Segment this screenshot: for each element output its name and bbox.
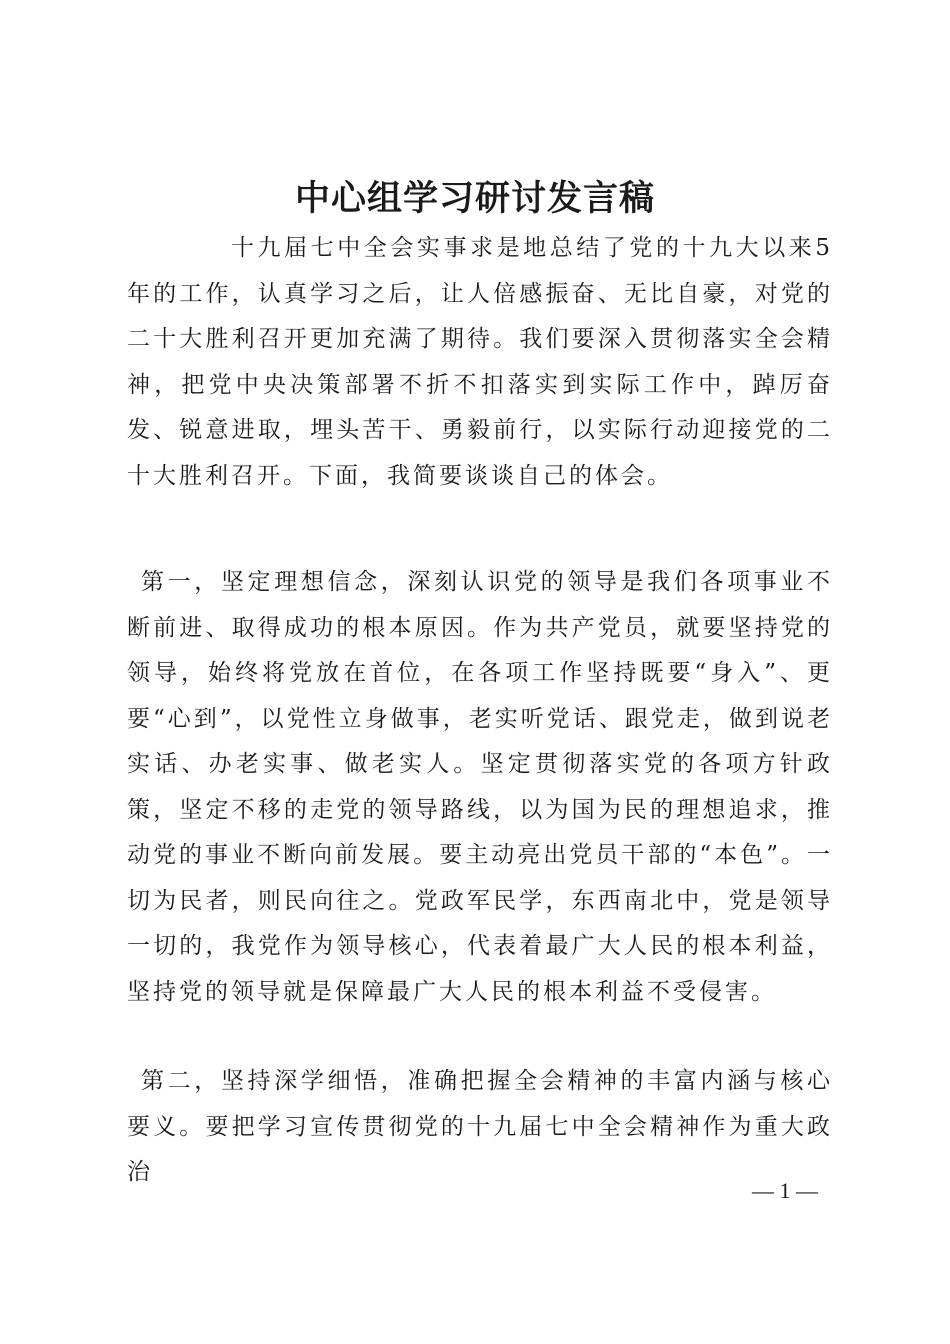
paragraph-first-point: 第一，坚定理想信念，深刻认识党的领导是我们各项事业不断前进、取得成功的根本原因。作为共产党员，就要坚持党的领导，始终将党放在首位，在各项工作坚持既要“身入”、更要“心到”，以党性立身做事，老实听党话、跟党走，做到说老实话、办老实事、做老实人。坚定贯彻落实党的各项方针政策，坚定不移的走党的领导路线，以为国为民的理想追求，推动党的事业不断向前发展。要主动亮出党员干部的“本色”。一切为民者，则民向往之。党政军民学，东西南北中，党是领导一切的，我党作为领导核心，代表着最广大人民的根本利益，坚持党的领导就是保障最广大人民的根本利益不受侵害。 (127, 569, 833, 1005)
paragraph-intro: 十九届七中全会实事求是地总结了党的十九大以来5年的工作，认真学习之后，让人倍感振奋、无比自豪，对党的二十大胜利召开更加充满了期待。我们要深入贯彻落实全会精神，把党中央决策部署不折不扣落实到实际工作中，踔厉奋发、锐意进取，埋头苦干、勇毅前行，以实际行动迎接党的二十大胜利召开。下面，我简要谈谈自己的体会。 (127, 235, 833, 489)
document-title: 中心组学习研讨发言稿 (294, 178, 655, 219)
paragraph-second-point: 第二，坚持深学细悟，准确把握全会精神的丰富内涵与核心要义。要把学习宣传贯彻党的十九届七中全会精神作为重大政治 (127, 1068, 833, 1185)
page-number: — 1 — (752, 1178, 818, 1203)
